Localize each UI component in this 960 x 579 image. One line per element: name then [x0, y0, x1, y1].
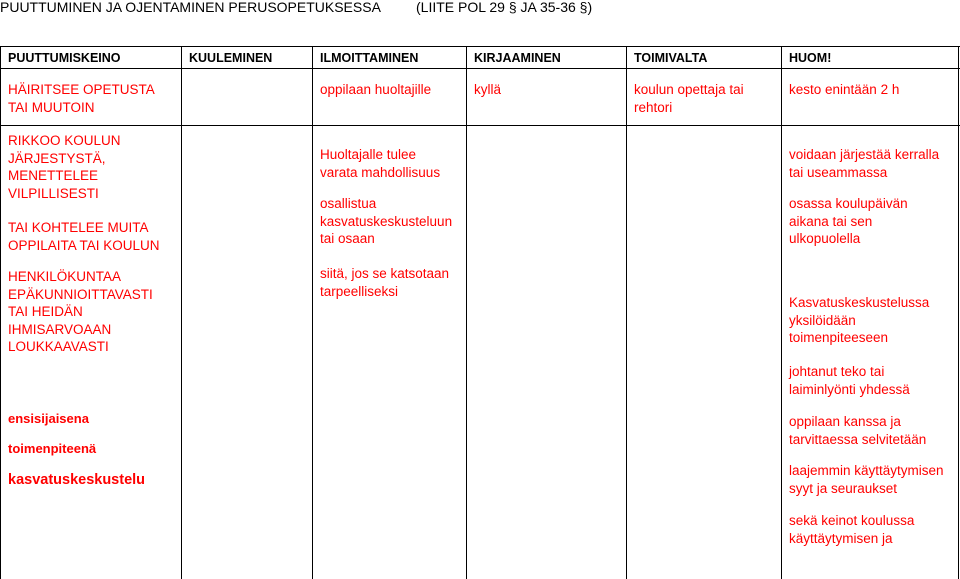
row2-puuttumiskeino-a: RIKKOO KOULUN JÄRJESTYSTÄ, MENETTELEE VILPILLISESTI — [8, 133, 121, 201]
row2-huom-e: oppilaan kanssa ja tarvittaessa selvitetään — [789, 414, 927, 447]
row1-toimivalta: koulun opettaja tai rehtori — [634, 82, 744, 115]
header-puuttumiskeino: PUUTTUMISKEINO — [8, 51, 121, 65]
title-main: PUUTTUMINEN JA OJENTAMINEN PERUSOPETUKSESSA — [0, 0, 381, 15]
page-title — [0, 0, 960, 18]
row2-huom-f: laajemmin käyttäytymisen syyt ja seuraukset — [789, 463, 944, 496]
row1-kirjaaminen: kyllä — [474, 82, 502, 97]
row2-ilmoittaminen-b: osallistua kasvatuskeskusteluun tai osaan — [320, 196, 453, 246]
row2-puuttumiskeino-d: ensisijaisena toimenpiteenä — [8, 411, 97, 456]
row2-huom-d: johtanut teko tai laiminlyönti yhdessä — [789, 364, 910, 397]
row1-ilmoittaminen: oppilaan huoltajille — [320, 82, 432, 97]
row1-huom: kesto enintään 2 h — [789, 82, 900, 97]
header-kuuleminen: KUULEMINEN — [189, 51, 273, 65]
row2-huom-b: osassa koulupäivän aikana tai sen ulkopuolella — [789, 196, 908, 246]
row1-puuttumiskeino: HÄIRITSEE OPETUSTA TAI MUUTOIN — [8, 82, 155, 115]
row2-ilmoittaminen-c: siitä, jos se katsotaan tarpeelliseksi — [320, 266, 450, 299]
row2-huom-a: voidaan järjestää kerralla tai useammassa — [789, 147, 940, 180]
row2-ilmoittaminen-a: Huoltajalle tulee varata mahdollisuus — [320, 147, 441, 180]
row2-puuttumiskeino-c: HENKILÖKUNTAA EPÄKUNNIOITTAVASTI TAI HEIDÄN IHMISARVOAAN LOUKKAAVASTI — [8, 269, 153, 354]
header-kirjaaminen: KIRJAAMINEN — [474, 51, 561, 65]
header-huom: HUOM! — [789, 51, 832, 65]
title-reference: (LIITE POL 29 § JA 35-36 §) — [416, 0, 593, 15]
header-toimivalta: TOIMIVALTA — [634, 51, 708, 65]
row2-puuttumiskeino-e: kasvatuskeskustelu — [8, 472, 146, 488]
row2-huom-g: sekä keinot koulussa käyttäytymisen ja — [789, 513, 915, 546]
row2-puuttumiskeino-b: TAI KOHTELEE MUITA OPPILAITA TAI KOULUN — [8, 220, 160, 253]
row2-huom-c: Kasvatuskeskustelussa yksilöidään toimenpiteeseen — [789, 295, 930, 345]
header-ilmoittaminen: ILMOITTAMINEN — [320, 51, 419, 65]
